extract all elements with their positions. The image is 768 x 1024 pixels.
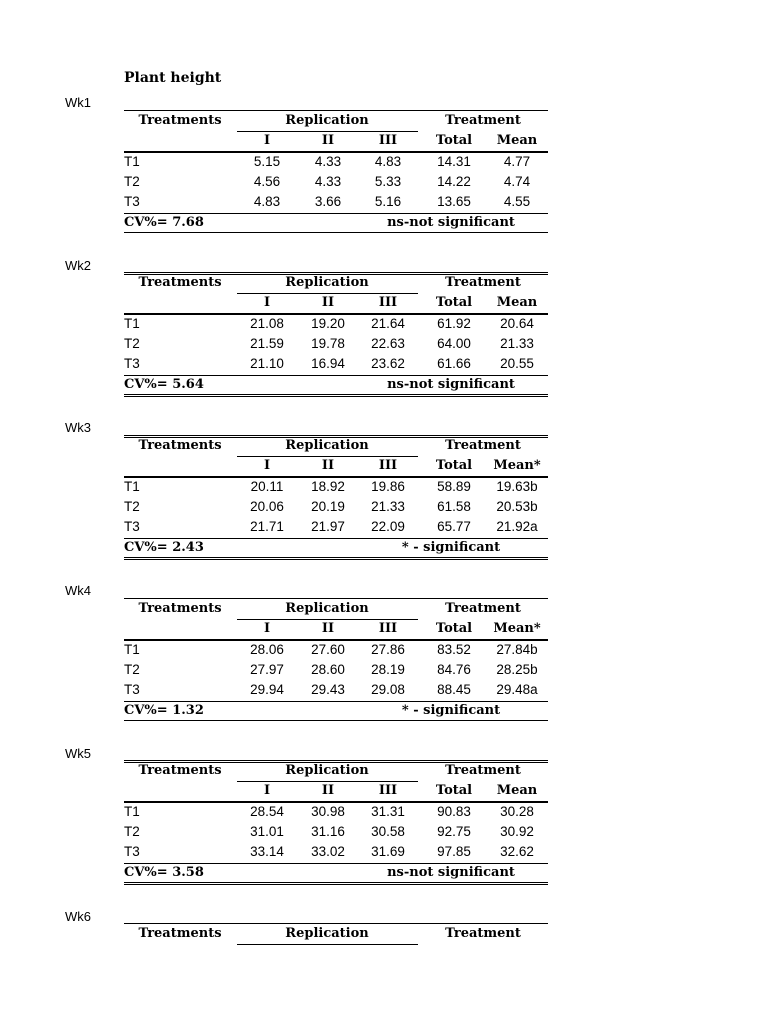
rep-i-value: 5.15 bbox=[253, 154, 281, 169]
cv-value: CV%= 2.43 bbox=[124, 540, 204, 555]
treatments-header: Treatments bbox=[138, 763, 222, 778]
total-header: Total bbox=[435, 783, 473, 798]
total-value: 92.75 bbox=[437, 824, 471, 839]
footer-rule bbox=[124, 863, 548, 864]
rep-ii-header: II bbox=[321, 783, 335, 798]
mean-value: 20.64 bbox=[500, 316, 534, 331]
treatment-header: Treatment bbox=[445, 601, 521, 616]
week-table bbox=[124, 110, 548, 235]
replication-underline bbox=[237, 131, 418, 132]
replication-header: Replication bbox=[285, 275, 369, 290]
rep-i-value: 31.01 bbox=[250, 824, 284, 839]
rep-iii-header: III bbox=[378, 295, 398, 310]
replication-header: Replication bbox=[285, 926, 369, 941]
rep-i-value: 29.94 bbox=[250, 682, 284, 697]
rep-ii-value: 4.33 bbox=[314, 154, 342, 169]
replication-header: Replication bbox=[285, 763, 369, 778]
cv-value: CV%= 5.64 bbox=[124, 377, 204, 392]
rep-iii-header: III bbox=[378, 458, 398, 473]
rep-ii-value: 16.94 bbox=[311, 356, 345, 371]
table-row bbox=[124, 356, 548, 374]
rep-ii-value: 33.02 bbox=[311, 844, 345, 859]
rep-i-header: I bbox=[263, 621, 271, 636]
total-value: 61.58 bbox=[437, 499, 471, 514]
treatment-name: T2 bbox=[124, 499, 140, 514]
page-title: Plant height bbox=[124, 70, 222, 86]
mean-value: 4.77 bbox=[503, 154, 531, 169]
treatment-name: T1 bbox=[124, 804, 140, 819]
rep-iii-value: 30.58 bbox=[371, 824, 405, 839]
rep-i-value: 20.06 bbox=[250, 499, 284, 514]
header-rule bbox=[124, 476, 548, 478]
replication-header: Replication bbox=[285, 113, 369, 128]
table-row bbox=[124, 642, 548, 660]
week-label: Wk3 bbox=[65, 420, 91, 435]
table-row bbox=[124, 844, 548, 862]
table-row bbox=[124, 316, 548, 334]
treatment-header: Treatment bbox=[445, 926, 521, 941]
total-value: 64.00 bbox=[437, 336, 471, 351]
week-label: Wk6 bbox=[65, 909, 91, 924]
rep-i-header: I bbox=[263, 295, 271, 310]
total-header: Total bbox=[435, 295, 473, 310]
rep-ii-value: 28.60 bbox=[311, 662, 345, 677]
replication-underline bbox=[237, 944, 418, 945]
rep-ii-value: 19.78 bbox=[311, 336, 345, 351]
rep-iii-value: 5.33 bbox=[374, 174, 402, 189]
rep-i-value: 21.71 bbox=[250, 519, 284, 534]
rep-iii-value: 21.64 bbox=[371, 316, 405, 331]
mean-value: 28.25b bbox=[496, 662, 538, 677]
rep-i-value: 4.83 bbox=[253, 194, 281, 209]
footer-rule bbox=[124, 213, 548, 214]
total-value: 97.85 bbox=[437, 844, 471, 859]
rep-i-value: 28.06 bbox=[250, 642, 284, 657]
rep-iii-value: 21.33 bbox=[371, 499, 405, 514]
treatments-header: Treatments bbox=[138, 113, 222, 128]
mean-value: 32.62 bbox=[500, 844, 534, 859]
table-row bbox=[124, 499, 548, 517]
treatment-name: T3 bbox=[124, 682, 140, 697]
rep-ii-header: II bbox=[321, 458, 335, 473]
mean-value: 4.74 bbox=[503, 174, 531, 189]
table-row bbox=[124, 804, 548, 822]
cv-value: CV%= 3.58 bbox=[124, 865, 204, 880]
table-row bbox=[124, 194, 548, 212]
total-value: 61.66 bbox=[437, 356, 471, 371]
mean-header: Mean bbox=[496, 295, 538, 310]
treatment-name: T1 bbox=[124, 316, 140, 331]
rep-i-value: 4.56 bbox=[253, 174, 281, 189]
rep-iii-value: 23.62 bbox=[371, 356, 405, 371]
table-row bbox=[124, 519, 548, 537]
total-value: 58.89 bbox=[437, 479, 471, 494]
rep-ii-value: 20.19 bbox=[311, 499, 345, 514]
total-value: 14.22 bbox=[437, 174, 471, 189]
total-value: 14.31 bbox=[437, 154, 471, 169]
rep-i-value: 21.10 bbox=[250, 356, 284, 371]
total-header: Total bbox=[435, 458, 473, 473]
significance-note: * - significant bbox=[401, 540, 501, 555]
table-row bbox=[124, 824, 548, 842]
mean-value: 21.33 bbox=[500, 336, 534, 351]
footer-rule bbox=[124, 701, 548, 702]
treatments-header: Treatments bbox=[138, 926, 222, 941]
table-row bbox=[124, 479, 548, 497]
table-bottom-rule bbox=[124, 394, 548, 397]
total-value: 83.52 bbox=[437, 642, 471, 657]
rep-iii-value: 28.19 bbox=[371, 662, 405, 677]
week-label: Wk4 bbox=[65, 583, 91, 598]
treatment-name: T2 bbox=[124, 174, 140, 189]
rep-iii-value: 27.86 bbox=[371, 642, 405, 657]
header-rule bbox=[124, 313, 548, 315]
total-value: 13.65 bbox=[437, 194, 471, 209]
replication-underline bbox=[237, 619, 418, 620]
treatment-name: T3 bbox=[124, 356, 140, 371]
rep-ii-value: 4.33 bbox=[314, 174, 342, 189]
table-row bbox=[124, 154, 548, 172]
table-row bbox=[124, 682, 548, 700]
total-value: 84.76 bbox=[437, 662, 471, 677]
week-table bbox=[124, 435, 548, 560]
week-table bbox=[124, 760, 548, 885]
rep-ii-value: 21.97 bbox=[311, 519, 345, 534]
rep-iii-value: 19.86 bbox=[371, 479, 405, 494]
rep-ii-value: 18.92 bbox=[311, 479, 345, 494]
mean-value: 4.55 bbox=[503, 194, 531, 209]
replication-header: Replication bbox=[285, 601, 369, 616]
rep-iii-value: 31.69 bbox=[371, 844, 405, 859]
rep-ii-value: 3.66 bbox=[314, 194, 342, 209]
footer-rule bbox=[124, 538, 548, 539]
treatment-name: T3 bbox=[124, 194, 140, 209]
mean-header: Mean* bbox=[493, 621, 541, 636]
week-label: Wk1 bbox=[65, 95, 91, 110]
treatments-header: Treatments bbox=[138, 601, 222, 616]
rep-i-header: I bbox=[263, 133, 271, 148]
rep-ii-header: II bbox=[321, 133, 335, 148]
footer-rule bbox=[124, 375, 548, 376]
treatment-name: T2 bbox=[124, 824, 140, 839]
mean-value: 30.28 bbox=[500, 804, 534, 819]
week-table bbox=[124, 923, 548, 963]
rep-ii-value: 29.43 bbox=[311, 682, 345, 697]
rep-ii-value: 31.16 bbox=[311, 824, 345, 839]
total-value: 65.77 bbox=[437, 519, 471, 534]
rep-iii-value: 31.31 bbox=[371, 804, 405, 819]
total-header: Total bbox=[435, 133, 473, 148]
rep-i-header: I bbox=[263, 458, 271, 473]
mean-header: Mean* bbox=[493, 458, 541, 473]
rep-i-value: 27.97 bbox=[250, 662, 284, 677]
treatment-header: Treatment bbox=[445, 113, 521, 128]
cv-value: CV%= 7.68 bbox=[124, 215, 204, 230]
rep-iii-value: 29.08 bbox=[371, 682, 405, 697]
treatment-name: T2 bbox=[124, 662, 140, 677]
rep-i-value: 33.14 bbox=[250, 844, 284, 859]
header-rule bbox=[124, 151, 548, 153]
table-bottom-rule bbox=[124, 720, 548, 721]
treatment-name: T3 bbox=[124, 519, 140, 534]
header-rule bbox=[124, 639, 548, 641]
table-top-rule bbox=[124, 923, 548, 924]
rep-iii-value: 22.63 bbox=[371, 336, 405, 351]
table-row bbox=[124, 336, 548, 354]
table-row bbox=[124, 662, 548, 680]
rep-iii-value: 22.09 bbox=[371, 519, 405, 534]
header-rule bbox=[124, 801, 548, 803]
mean-value: 20.53b bbox=[496, 499, 538, 514]
total-value: 90.83 bbox=[437, 804, 471, 819]
rep-ii-value: 19.20 bbox=[311, 316, 345, 331]
treatment-name: T1 bbox=[124, 154, 140, 169]
mean-value: 27.84b bbox=[496, 642, 538, 657]
total-value: 88.45 bbox=[437, 682, 471, 697]
rep-i-value: 20.11 bbox=[250, 479, 284, 494]
mean-header: Mean bbox=[496, 783, 538, 798]
treatment-header: Treatment bbox=[445, 763, 521, 778]
week-label: Wk5 bbox=[65, 746, 91, 761]
rep-i-value: 28.54 bbox=[250, 804, 284, 819]
treatments-header: Treatments bbox=[138, 275, 222, 290]
mean-value: 30.92 bbox=[500, 824, 534, 839]
significance-note: * - significant bbox=[401, 703, 501, 718]
table-bottom-rule bbox=[124, 882, 548, 885]
total-header: Total bbox=[435, 621, 473, 636]
rep-ii-header: II bbox=[321, 295, 335, 310]
replication-header: Replication bbox=[285, 438, 369, 453]
table-top-rule bbox=[124, 110, 548, 111]
table-bottom-rule bbox=[124, 557, 548, 560]
replication-underline bbox=[237, 293, 418, 294]
table-top-rule bbox=[124, 598, 548, 599]
rep-ii-value: 30.98 bbox=[311, 804, 345, 819]
week-table bbox=[124, 598, 548, 723]
table-bottom-rule bbox=[124, 232, 548, 233]
rep-ii-header: II bbox=[321, 621, 335, 636]
replication-underline bbox=[237, 456, 418, 457]
treatment-name: T3 bbox=[124, 844, 140, 859]
significance-note: ns-not significant bbox=[387, 215, 515, 230]
rep-iii-header: III bbox=[378, 133, 398, 148]
mean-value: 29.48a bbox=[496, 682, 538, 697]
mean-value: 19.63b bbox=[496, 479, 538, 494]
treatment-name: T1 bbox=[124, 479, 140, 494]
treatment-name: T1 bbox=[124, 642, 140, 657]
table-row bbox=[124, 174, 548, 192]
treatments-header: Treatments bbox=[138, 438, 222, 453]
treatment-header: Treatment bbox=[445, 275, 521, 290]
replication-underline bbox=[237, 781, 418, 782]
week-label: Wk2 bbox=[65, 258, 91, 273]
treatment-name: T2 bbox=[124, 336, 140, 351]
rep-iii-value: 5.16 bbox=[374, 194, 402, 209]
rep-ii-value: 27.60 bbox=[311, 642, 345, 657]
rep-iii-header: III bbox=[378, 621, 398, 636]
total-value: 61.92 bbox=[437, 316, 471, 331]
rep-i-value: 21.08 bbox=[250, 316, 284, 331]
week-table bbox=[124, 272, 548, 397]
rep-iii-header: III bbox=[378, 783, 398, 798]
significance-note: ns-not significant bbox=[387, 865, 515, 880]
treatment-header: Treatment bbox=[445, 438, 521, 453]
mean-header: Mean bbox=[496, 133, 538, 148]
mean-value: 20.55 bbox=[500, 356, 534, 371]
mean-value: 21.92a bbox=[496, 519, 538, 534]
significance-note: ns-not significant bbox=[387, 377, 515, 392]
cv-value: CV%= 1.32 bbox=[124, 703, 204, 718]
rep-i-header: I bbox=[263, 783, 271, 798]
rep-i-value: 21.59 bbox=[250, 336, 284, 351]
rep-iii-value: 4.83 bbox=[374, 154, 402, 169]
